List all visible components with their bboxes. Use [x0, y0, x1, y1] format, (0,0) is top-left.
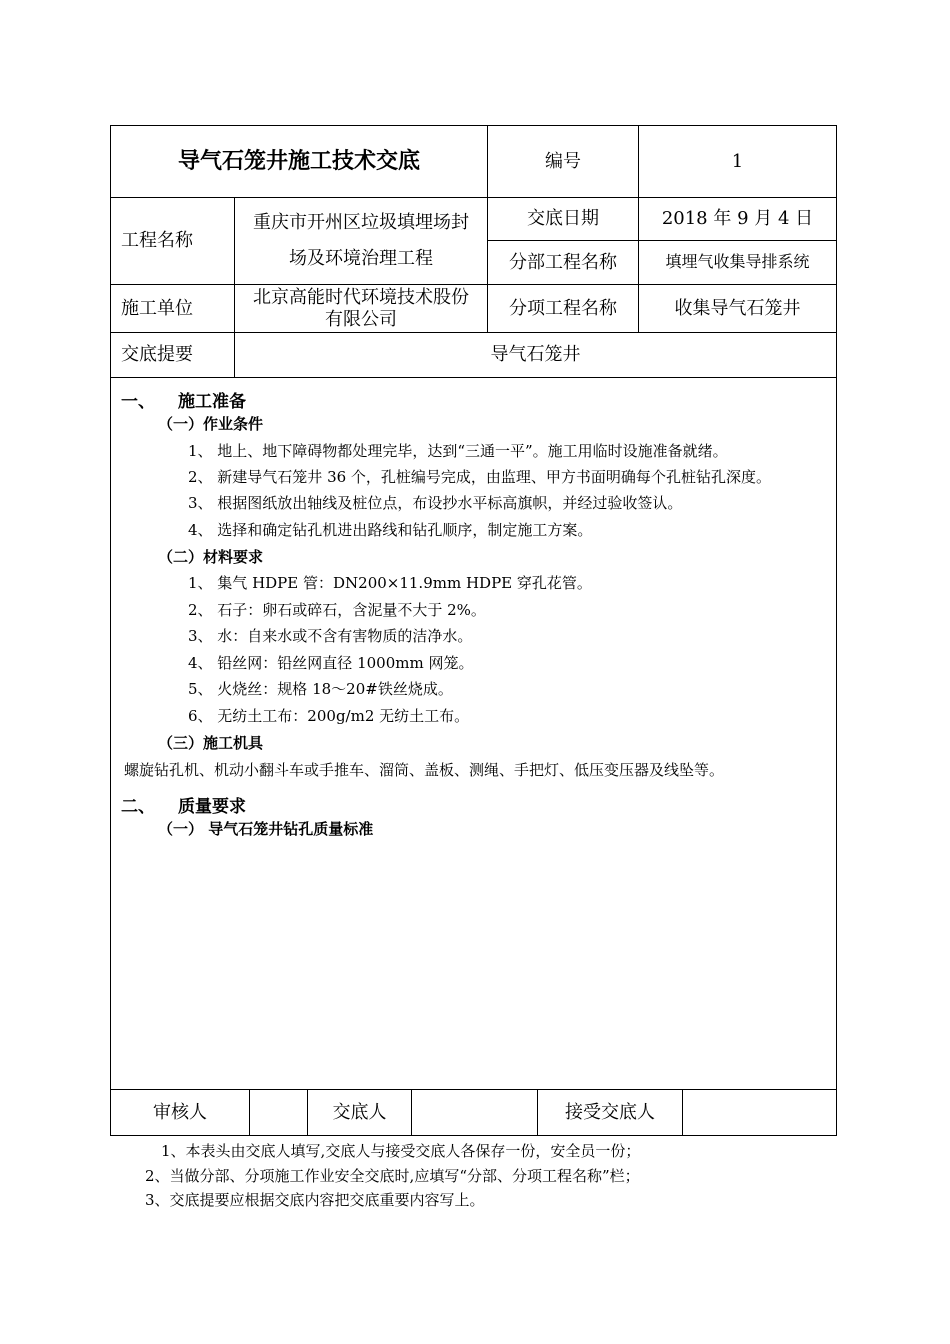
- document-title: 导气石笼井施工技术交底: [177, 148, 420, 175]
- section1-number: 一、: [121, 392, 155, 412]
- project-label: 工程名称: [121, 230, 193, 252]
- table-border-bottom: [110, 1135, 837, 1136]
- footnote: 1、本表头由交底人填写,交底人与接受交底人各保存一份，安全员一份；: [161, 1142, 641, 1160]
- presenter-label: 交底人: [332, 1101, 387, 1123]
- footnote: 2、当做分部、分项施工作业安全交底时,应填写“分部、分项工程名称”栏；: [145, 1167, 640, 1185]
- receiver-label: 接受交底人: [565, 1101, 655, 1123]
- unit-value: [235, 285, 487, 332]
- sub3-title: （三）施工机具: [158, 734, 264, 752]
- summary-value: 导气石笼井: [490, 344, 581, 366]
- division-label: 分部工程名称: [509, 251, 617, 273]
- project-value-line1: 重庆市开州区垃圾填埋场封: [253, 212, 469, 233]
- division-value: 填埋气收集导排系统: [665, 252, 810, 272]
- sub2-item: 1、 集气 HDPE 管：DN200×11.9mm HDPE 穿孔花管。: [188, 574, 592, 592]
- row-divider: [110, 377, 837, 378]
- number-label: 编号: [545, 150, 581, 172]
- reviewer-field[interactable]: [250, 1090, 307, 1135]
- date-value: 2018 年 9 月 4 日: [661, 208, 814, 230]
- subitem-value: 收集导气石笼井: [674, 297, 801, 319]
- sub1-title: （一）作业条件: [158, 415, 264, 433]
- sub2-item: 2、 石子：卵石或碎石，含泥量不大于 2%。: [188, 601, 486, 619]
- number-value: 1: [731, 150, 744, 172]
- unit-value-line2: 有限公司: [325, 308, 397, 330]
- sub3-text: 螺旋钻孔机、机动小翻斗车或手推车、溜筒、盖板、测绳、手把灯、低压变压器及线坠等。: [124, 761, 725, 779]
- section2-title: 质量要求: [178, 797, 246, 817]
- sub1-item: 2、 新建导气石笼井 36 个，孔桩编号完成，由监理、甲方书面明确每个孔桩钻孔深度。: [188, 468, 771, 486]
- sub2-item: 6、 无纺土工布：200g/m2 无纺土工布。: [188, 707, 470, 725]
- sub2-item: 4、 铅丝网：铅丝网直径 1000mm 网笼。: [188, 654, 474, 672]
- receiver-field[interactable]: [683, 1090, 836, 1135]
- footnote: 3、交底提要应根据交底内容把交底重要内容写上。: [145, 1191, 485, 1209]
- subitem-label: 分项工程名称: [509, 297, 617, 319]
- presenter-field[interactable]: [412, 1090, 537, 1135]
- table-border-right: [836, 125, 837, 1136]
- sub2-title: （二）材料要求: [158, 548, 264, 566]
- section1-title: 施工准备: [178, 392, 246, 412]
- unit-label: 施工单位: [121, 297, 193, 319]
- section2-number: 二、: [121, 797, 155, 817]
- unit-value-line1: 北京高能时代环境技术股份: [253, 286, 469, 308]
- sub4-title: （一） 导气石笼井钻孔质量标准: [158, 820, 374, 838]
- sub1-item: 1、 地上、地下障碍物都处理完毕，达到“三通一平”。施工用临时设施准备就绪。: [188, 442, 728, 460]
- sub2-item: 3、 水：自来水或不含有害物质的洁净水。: [188, 627, 473, 645]
- project-value: [235, 198, 487, 284]
- sub1-item: 3、 根据图纸放出轴线及桩位点，布设抄水平标高旗帜，并经过验收签认。: [188, 494, 683, 512]
- reviewer-label: 审核人: [153, 1101, 207, 1123]
- summary-label: 交底提要: [121, 344, 193, 366]
- sub1-item: 4、 选择和确定钻孔机进出路线和钻孔顺序，制定施工方案。: [188, 521, 593, 539]
- sub2-item: 5、 火烧丝：规格 18～20#铁丝烧成。: [188, 680, 453, 698]
- project-value-line2: 场及环境治理工程: [289, 248, 433, 269]
- date-label: 交底日期: [527, 208, 599, 230]
